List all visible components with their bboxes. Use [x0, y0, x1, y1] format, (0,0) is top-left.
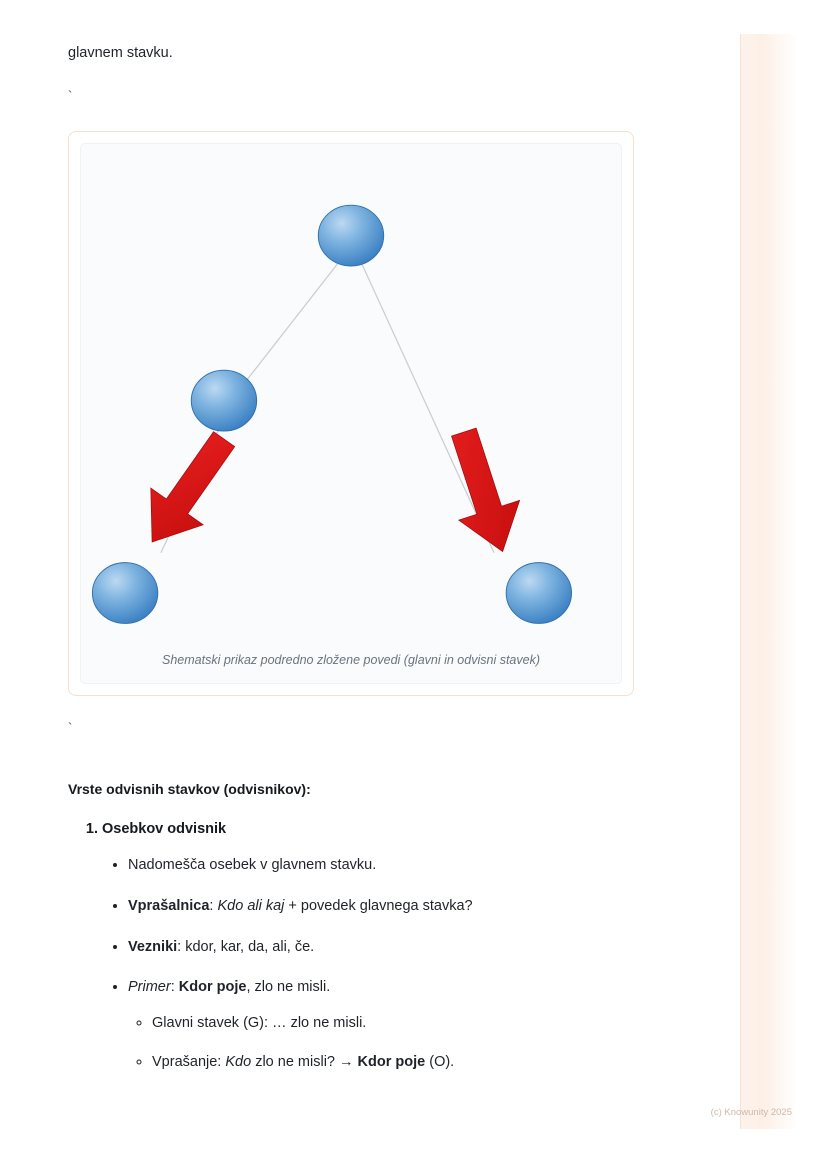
node-root	[318, 206, 383, 267]
sub-list-item	[128, 977, 688, 1073]
sub-list-item	[128, 937, 688, 959]
list-item-title: Osebkov odvisnik	[102, 821, 227, 838]
sub-sub-list-item	[152, 1052, 688, 1074]
figure-card	[68, 131, 634, 696]
arrow-right	[433, 423, 533, 562]
watermark: (c) Knowunity 2025	[710, 1107, 792, 1118]
node-right-leaf	[506, 563, 571, 624]
decorative-right-strip-edge	[740, 34, 741, 1129]
rich-text: Glavni stavek (G): … zlo ne misli.	[152, 1015, 367, 1032]
sub-list-item	[128, 896, 688, 918]
tick-mark-2: `	[68, 720, 73, 736]
rich-text: Vezniki: kdor, kar, da, ali, če.	[128, 938, 315, 955]
sub-sub-list-item	[152, 1013, 688, 1035]
odvisniki-list	[68, 819, 688, 1073]
node-left-mid	[191, 371, 256, 432]
document-page	[68, 0, 688, 1093]
top-paragraph: glavnem stavku.	[68, 45, 173, 61]
list-item	[102, 819, 688, 1073]
rich-text: Vprašanje: Kdo zlo ne misli? → Kdor poje (O).	[152, 1053, 455, 1070]
rich-text: Primer: Kdor poje, zlo ne misli.	[128, 979, 331, 996]
figure-image-area	[80, 143, 622, 684]
edge-root-left	[233, 249, 349, 398]
arrow-left	[126, 421, 250, 560]
rich-text: Nadomešča osebek v glavnem stavku.	[128, 857, 377, 874]
sub-list	[102, 855, 688, 1074]
tick-mark-1: `	[68, 88, 73, 104]
section-title: Vrste odvisnih stavkov (odvisnikov):	[68, 781, 311, 798]
tree-diagram	[81, 144, 621, 639]
node-left-leaf	[92, 563, 157, 624]
figure-caption: Shematski prikaz podredno zložene povedi (glavni in odvisni stavek)	[162, 653, 540, 668]
decorative-right-strip	[740, 34, 798, 1129]
sub-list-item	[128, 855, 688, 877]
edge-root-right	[355, 249, 494, 553]
sub-sub-list	[128, 1013, 688, 1074]
rich-text: Vprašalnica: Kdo ali kaj + povedek glavnega stavka?	[128, 897, 473, 914]
